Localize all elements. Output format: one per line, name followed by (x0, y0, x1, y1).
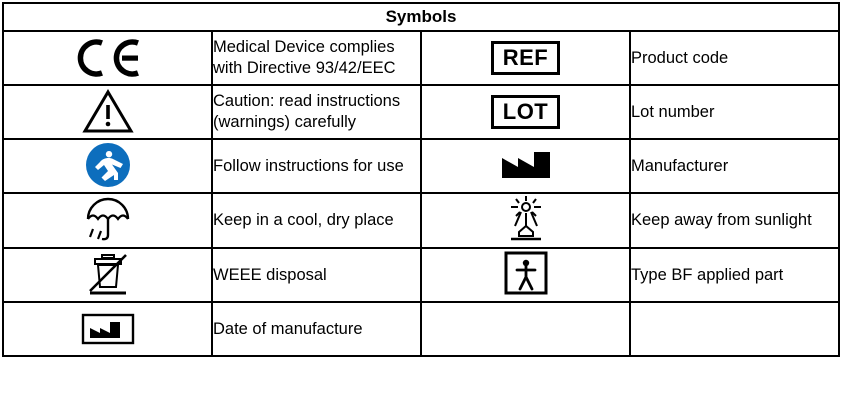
lot-box-text: LOT (491, 95, 561, 128)
type-bf-applied-part-icon (421, 248, 630, 302)
table-title-row (3, 3, 839, 31)
umbrella-glyph (82, 197, 134, 243)
empty-symbol-cell (421, 302, 630, 356)
empty-label-cell (630, 302, 839, 356)
warning-triangle-glyph (82, 88, 134, 134)
table-row (3, 193, 839, 248)
symbol-label: Caution: read instructions (warnings) carefully (212, 85, 421, 139)
warning-triangle-icon (3, 85, 212, 139)
follow-instructions-icon (3, 139, 212, 193)
sunlight-glyph (501, 194, 551, 242)
symbol-label: Keep away from sunlight (630, 193, 839, 248)
symbol-label: Manufacturer (630, 139, 839, 193)
table-row (3, 31, 839, 85)
crossed-bin-glyph (86, 251, 130, 297)
keep-away-from-sunlight-icon (421, 193, 630, 248)
weee-crossed-bin-icon (3, 248, 212, 302)
ce-mark-glyph (72, 37, 144, 79)
symbol-label: WEEE disposal (212, 248, 421, 302)
factory-glyph (498, 148, 554, 180)
table-row (3, 248, 839, 302)
table-row (3, 139, 839, 193)
ref-box-text: REF (491, 41, 561, 74)
lot-box-icon (421, 85, 630, 139)
symbol-label: Keep in a cool, dry place (212, 193, 421, 248)
ref-box-icon (421, 31, 630, 85)
manufacturer-factory-icon (421, 139, 630, 193)
bf-applied-part-glyph (503, 250, 549, 296)
follow-instructions-glyph (85, 142, 131, 188)
symbol-label: Date of manufacture (212, 302, 421, 356)
symbol-label: Follow instructions for use (212, 139, 421, 193)
date-of-manufacture-icon (3, 302, 212, 356)
table-row (3, 85, 839, 139)
symbol-label: Lot number (630, 85, 839, 139)
ce-mark-icon (3, 31, 212, 85)
symbols-table (2, 2, 840, 357)
table-row (3, 302, 839, 356)
symbol-label: Medical Device complies with Directive 93/42/EEC (212, 31, 421, 85)
symbol-label: Type BF applied part (630, 248, 839, 302)
date-of-manufacture-glyph (80, 312, 136, 346)
symbol-label: Product code (630, 31, 839, 85)
page-title: Symbols (3, 3, 839, 31)
umbrella-keep-dry-icon (3, 193, 212, 248)
